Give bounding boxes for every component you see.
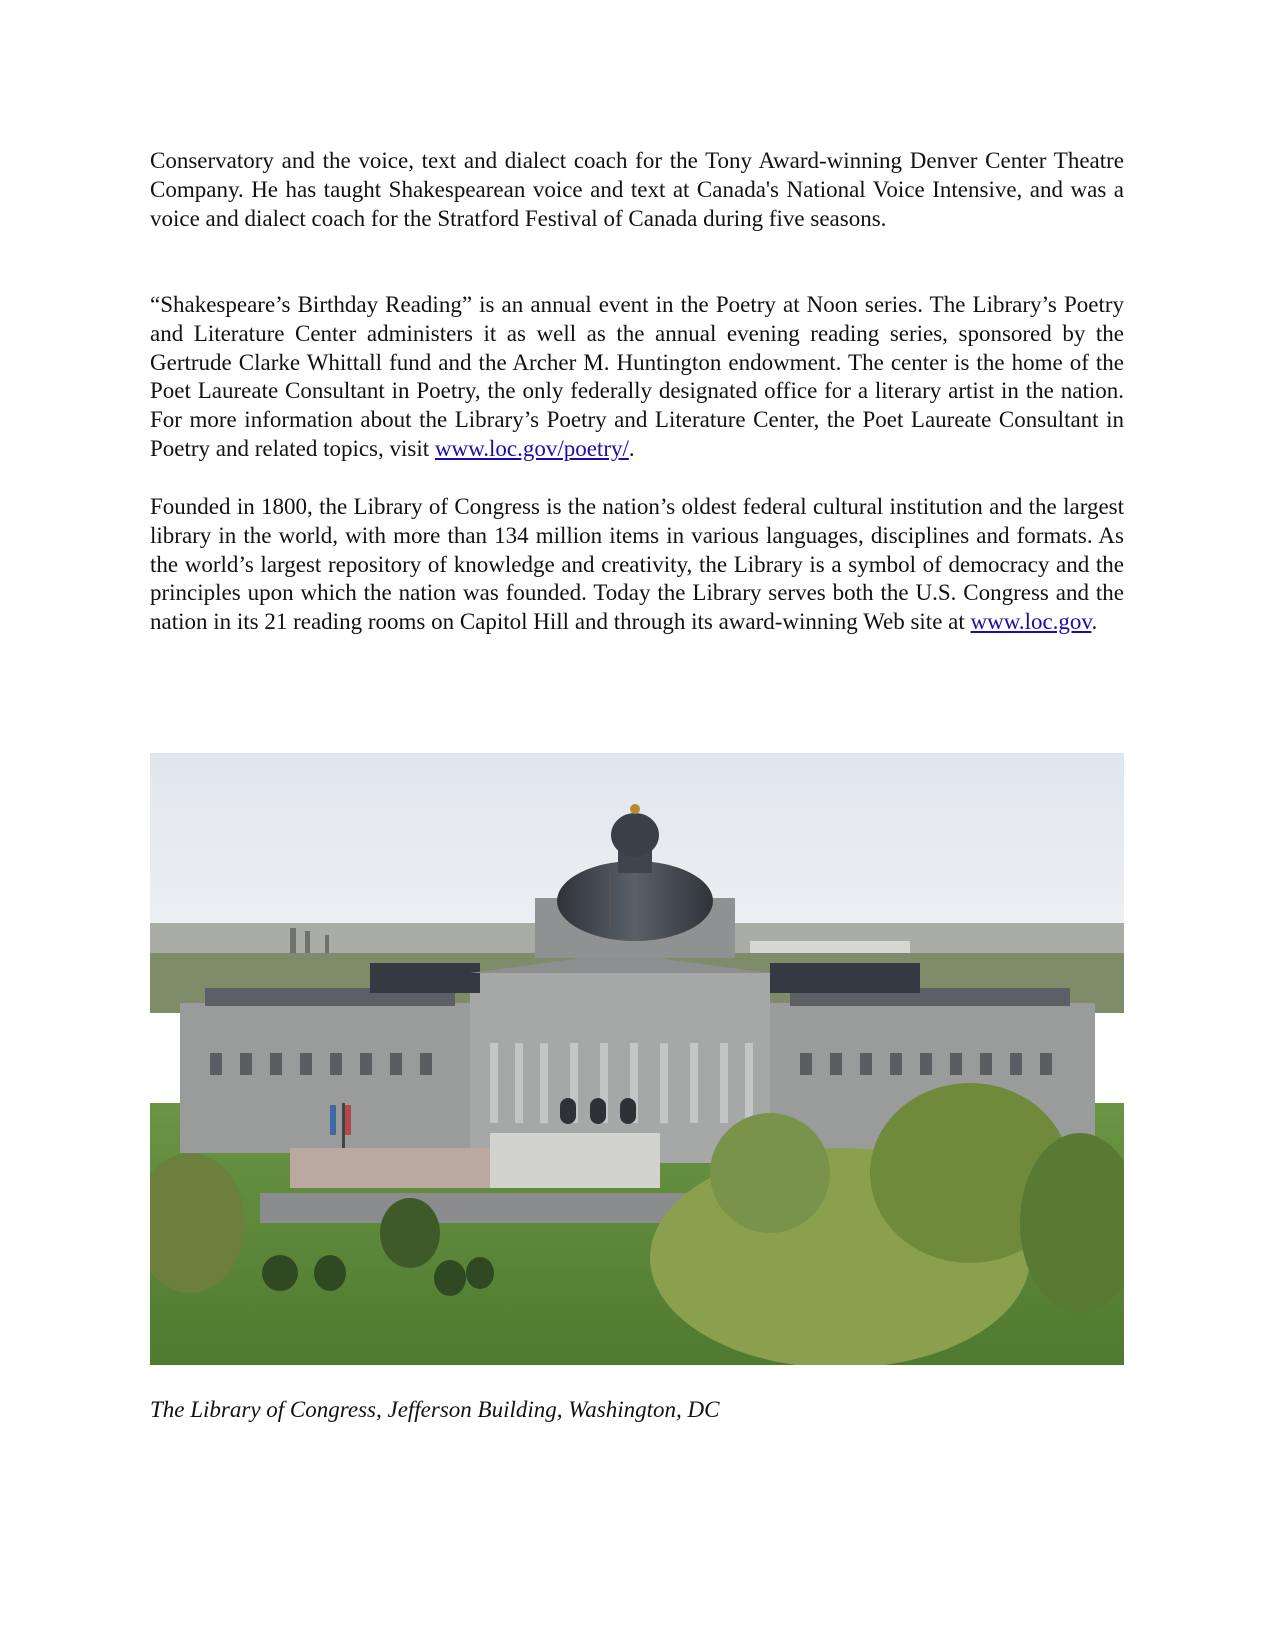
lantern-cap [611,813,659,857]
library-of-congress-photo [150,753,1124,1365]
paragraph-text-end: . [1091,609,1098,635]
paragraph-text: Founded in 1800, the Library of Congress is the nation’s oldest federal cultural institution and the largest library in the world, with more than 134 million items in various languages, disciplines and formats. As the world’s largest repository of knowledge and creativity, the Library is a symbol of democracy and the principles upon which the nation was founded. Today the Library serves both the U.S. Congress and the nation in its 21 reading rooms on Capitol Hill and through its award-winning Web site at [150,494,1124,635]
paragraph-text: “Shakespeare’s Birthday Reading” is an annual event in the Poetry at Noon series. The Library’s Poetry and Literature Center administers it as well as the annual evening reading series, sponsored by the Gertrude Clarke Whittall fund and the Archer M. Huntington endowment. The center is the home of the Poet Laureate Consultant in Poetry, the only federally designated office for a literary artist in the nation. For more information about the Library’s Poetry and Literature Center, the Poet Laureate Consultant in Poetry and related topics, visit [150,292,1124,461]
loc-website-link[interactable]: www.loc.gov [970,609,1092,635]
entrance-doors [560,1098,636,1124]
paragraph-voice-coach-bio [150,147,1124,233]
attic-left [370,963,480,993]
flagpole [342,1103,345,1148]
front-stairs [490,1133,660,1188]
attic-right [770,963,920,993]
poetry-link[interactable]: www.loc.gov/poetry/ [434,435,629,461]
paragraph-text-end: . [628,435,635,461]
jefferson-building-illustration [150,753,1124,1365]
paragraph-text: Conservatory and the voice, text and dialect coach for the Tony Award-winning Denver Center Theatre Company. He has taught Shakespearean voice and text at Canada's National Voice Intensive, and was a voice and dialect coach for the Stratford Festival of Canada during five seasons. [150,148,1124,231]
road [260,1193,720,1223]
torch-finial [630,804,640,814]
paragraph-library-history [150,493,1124,637]
paragraph-birthday-reading [150,291,1124,464]
photo-caption: The Library of Congress, Jefferson Building, Washington, DC [150,1397,720,1422]
